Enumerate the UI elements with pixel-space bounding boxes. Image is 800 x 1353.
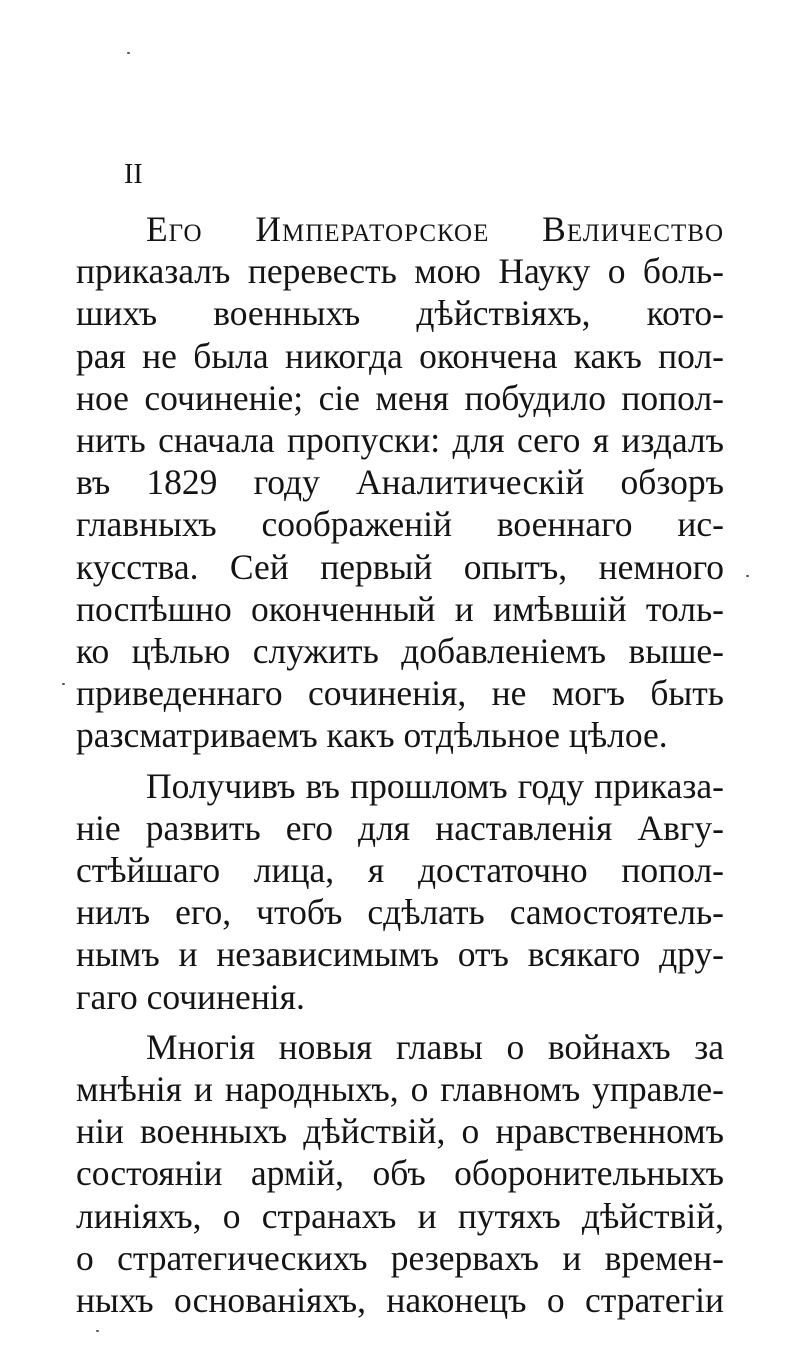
paragraph-3 (76, 1026, 724, 1321)
text-line: линіяхъ, о странахъ и путяхъ дѣйствій, (76, 1195, 724, 1236)
text-line: стѣйшаго лица, я достаточно попол- (76, 850, 724, 891)
text-line: кусства. Сей первый опытъ, немного (76, 546, 724, 587)
print-speck (746, 575, 749, 577)
print-speck (62, 683, 65, 685)
text-line: Многія новыя главы о войнахъ за (146, 1026, 724, 1067)
text-line: ніи военныхъ дѣйствій, о нравственномъ (76, 1111, 724, 1152)
text-line: ныхъ основаніяхъ, наконецъ о стратегіи (76, 1280, 724, 1321)
text-line: ніе развить его для наставленія Авгу- (76, 807, 724, 848)
text-line: поспѣшно оконченный и имѣвшій толь- (76, 588, 724, 629)
text-line: нымъ и независимымъ отъ всякаго дру- (76, 934, 724, 975)
text-line: мнѣнія и народныхъ, о главномъ управле- (76, 1069, 724, 1110)
text-line: рая не была никогда окончена какъ пол- (76, 335, 724, 376)
text-line: Получивъ въ прошломъ году приказа- (146, 765, 724, 806)
text-line: главныхъ соображеній военнаго ис- (76, 504, 724, 545)
paragraph-2 (76, 765, 724, 1018)
text-line: Его Императорское Величество (146, 209, 724, 249)
page-number: II (124, 159, 143, 190)
text-line: разсматриваемъ какъ отдѣльное цѣлое. (76, 715, 668, 756)
paragraph-1 (76, 208, 724, 757)
text-line: ко цѣлью служить добавленіемъ выше- (76, 631, 724, 672)
text-line: нить сначала пропуски: для сего я издалъ (76, 420, 724, 461)
text-line: въ 1829 году Аналитическій обзоръ (76, 462, 724, 503)
text-line: состояніи армій, объ оборонительныхъ (76, 1153, 724, 1194)
text-line: ное сочиненіе; сіе меня побудило попол- (76, 377, 724, 418)
text-line: о стратегическихъ резервахъ и времен- (76, 1237, 724, 1278)
print-speck (96, 1330, 99, 1332)
text-line: приведеннаго сочиненія, не могъ быть (76, 673, 724, 714)
text-line: гаго сочиненія. (76, 976, 305, 1017)
text-line: шихъ военныхъ дѣйствіяхъ, кото- (76, 293, 724, 334)
body-text (76, 208, 724, 1321)
text-line: нилъ его, чтобъ сдѣлать самостоятель- (76, 892, 724, 933)
print-speck (127, 52, 130, 54)
text-line: приказалъ перевесть мою Науку о боль- (76, 251, 724, 292)
